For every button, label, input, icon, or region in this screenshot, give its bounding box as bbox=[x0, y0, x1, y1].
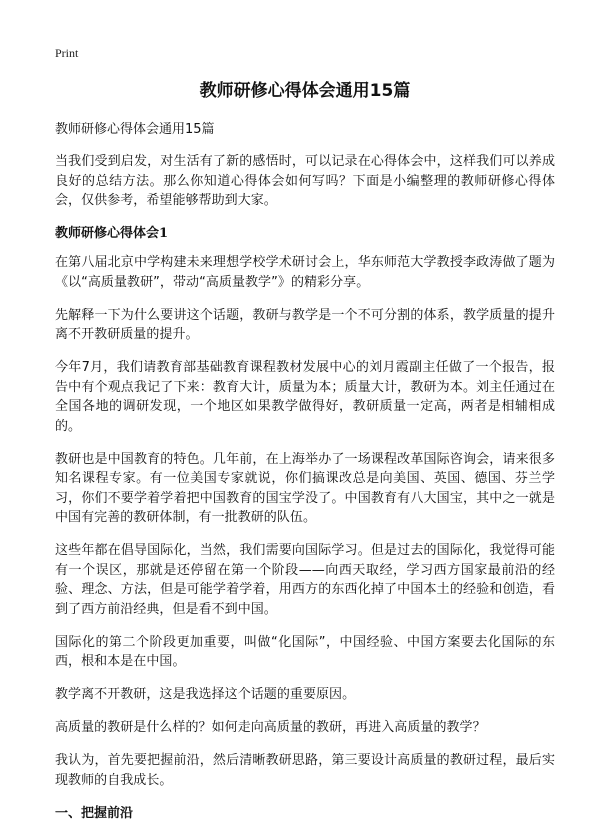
paragraph: 先解释一下为什么要讲这个话题，教研与教学是一个不可分割的体系，教学质量的提升离不开教研质量的提升。 bbox=[55, 307, 555, 342]
intro-paragraph: 当我们受到启发，对生活有了新的感悟时，可以记录在心得体会中，这样我们可以养成良好的总结方法。那么你知道心得体会如何写吗？下面是小编整理的教师研修心得体会，仅供参考，希望能够帮助到大家。 bbox=[55, 154, 555, 208]
section-heading-1: 教师研修心得体会1 bbox=[55, 226, 169, 241]
print-link[interactable]: Print bbox=[55, 46, 79, 60]
paragraph: 教学离不开教研，这是我选择这个话题的重要原因。 bbox=[55, 687, 356, 702]
paragraph: 教研也是中国教育的特色。几年前，在上海举办了一场课程改革国际咨询会，请来很多知名课程专家。有一位美国专家就说，你们搞课改总是向美国、英国、德国、芬兰学习，你们不要学着学着把中国教育的国宝学没了。中国教育有八大国宝，其中之一就是中国有完善的教研体制，有一批教研的队伍。 bbox=[55, 451, 555, 525]
page-title: 教师研修心得体会通用15篇 bbox=[199, 81, 411, 101]
paragraph: 这些年都在倡导国际化，当然，我们需要向国际学习。但是过去的国际化，我觉得可能有一个误区，那就是还停留在第一个阶段——向西天取经，学习西方国家最前沿的经验、理念、方法，但是可能学着学着，用西方的东西化掉了中国本土的经验和创造，看到了西方前沿经典，但是看不到中国。 bbox=[55, 543, 555, 617]
section-heading-2: 一、把握前沿 bbox=[55, 805, 134, 821]
document-subtitle: 教师研修心得体会通用15篇 bbox=[55, 122, 215, 137]
paragraph: 国际化的第二个阶段更加重要，叫做“化国际”，中国经验、中国方案要去化国际的东西，根和本是在中国。 bbox=[55, 634, 555, 669]
article-body bbox=[55, 152, 555, 833]
paragraph: 在第八届北京中学构建未来理想学校学术研讨会上，华东师范大学教授李政涛做了题为《以“高质量教研”，带动“高质量教学”》的精彩分享。 bbox=[55, 255, 555, 290]
paragraph: 高质量的教研是什么样的？如何走向高质量的教研，再进入高质量的教学？ bbox=[55, 720, 486, 735]
paragraph: 今年7月，我们请教育部基础教育课程教材发展中心的刘月霞副主任做了一个报告，报告中有个观点我记了下来：教育大计，质量为本；质量大计，教研为本。刘主任通过在全国各地的调研发现，一个地区如果教学做得好，教研质量一定高，两者是相辅相成的。 bbox=[55, 360, 555, 434]
paragraph: 我认为，首先要把握前沿，然后清晰教研思路，第三要设计高质量的教研过程，最后实现教师的自我成长。 bbox=[55, 753, 555, 788]
